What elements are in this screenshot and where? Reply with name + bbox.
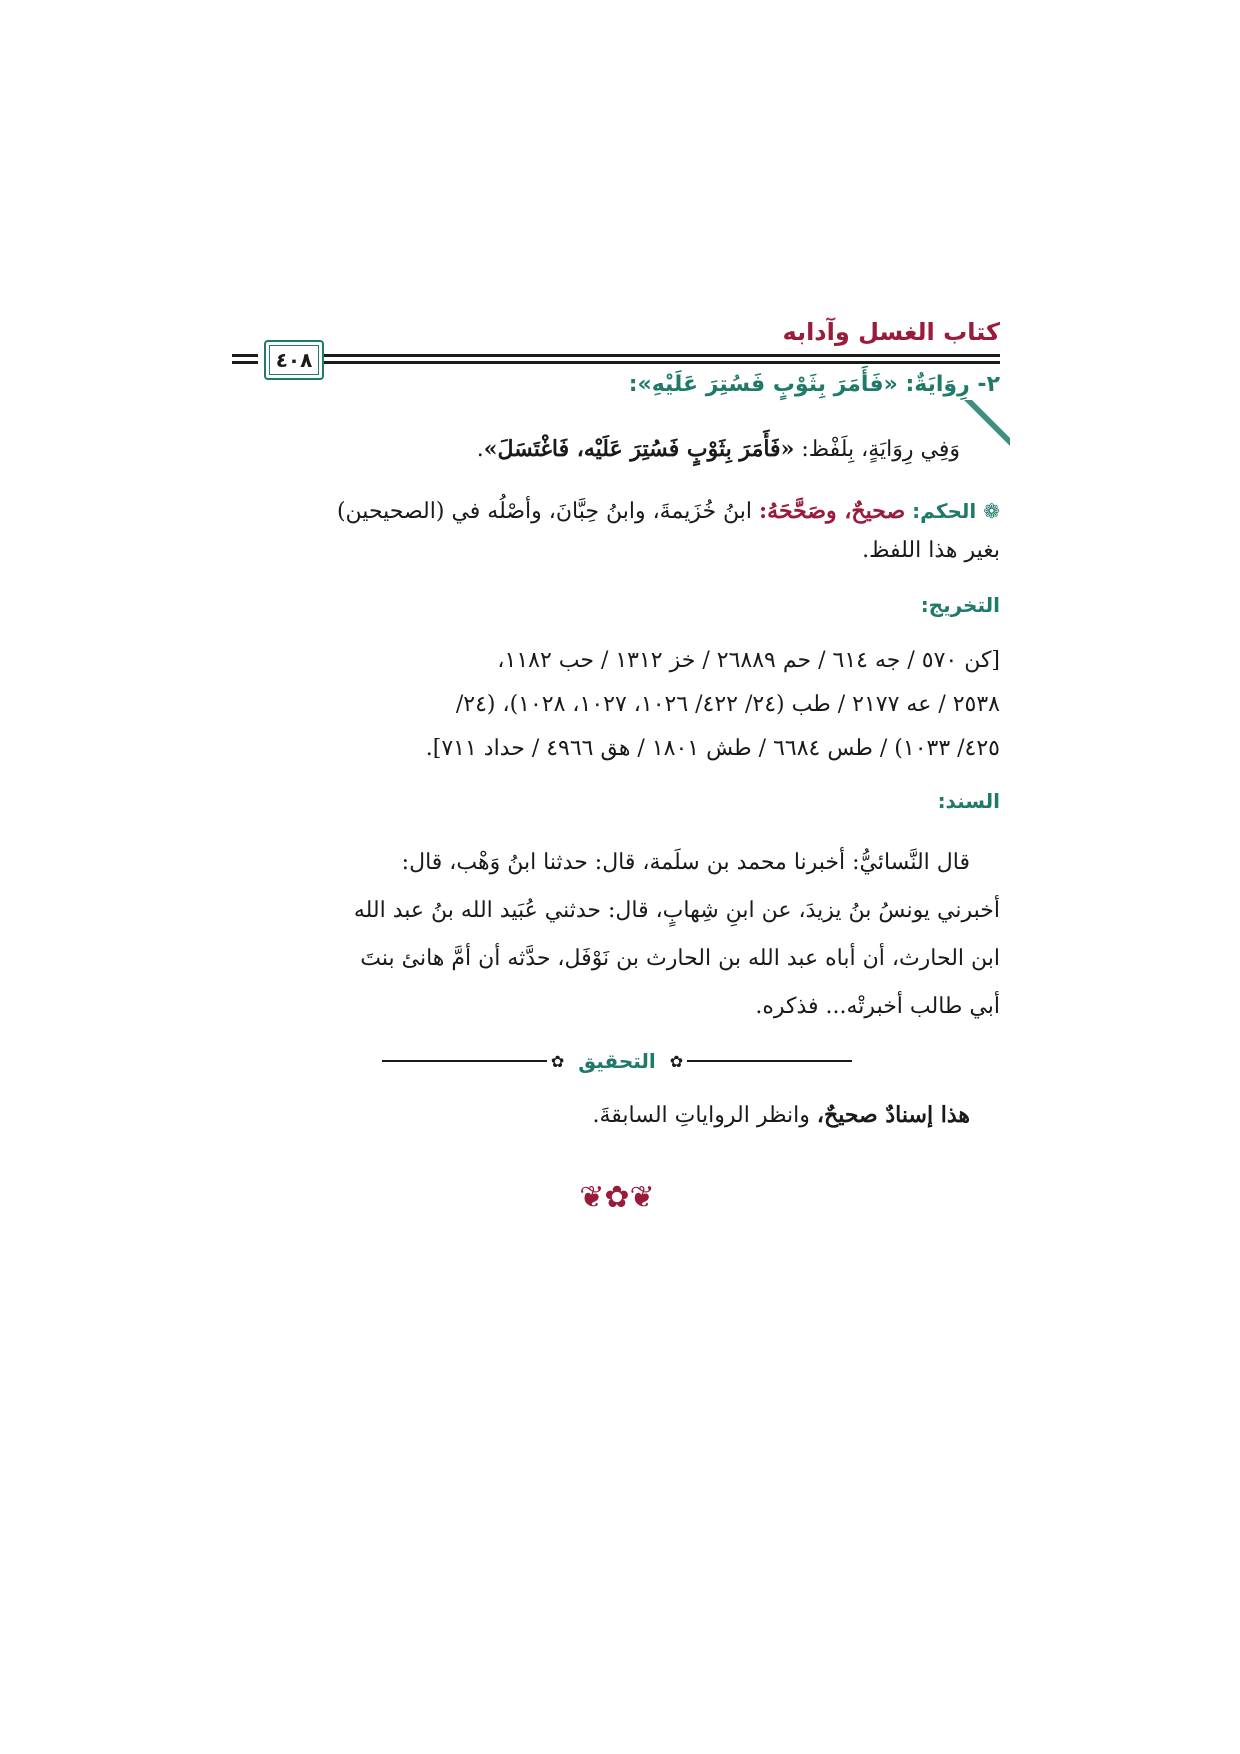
divider-bar (382, 1060, 547, 1062)
divider-ornament-icon: ✿ (550, 1051, 565, 1071)
section-heading (232, 370, 1000, 400)
tahqiq-line (232, 1100, 970, 1131)
sanad-line: ابن الحارث، أن أباه عبد الله بن الحارث بن نَوْفَل، حدَّثه أن أمَّ هانئ بنتَ (360, 946, 1000, 971)
floral-end-ornament-icon: ❦✿❦ (579, 1180, 655, 1215)
ruling-verdict: صحيحٌ، وصَحَّحَهُ: (759, 498, 906, 524)
divider-bar (687, 1060, 852, 1062)
book-page (232, 300, 1000, 1400)
takhrij-line: [كن ٥٧٠ / جه ٦١٤ / حم ٢٦٨٨٩ / خز ١٣١٢ / حب ١١٨٢، (497, 648, 1000, 673)
tahqiq-heading: التحقيق (578, 1049, 656, 1073)
header-rule (232, 361, 258, 364)
page-header (232, 300, 1000, 370)
takhrij-line: ٢٥٣٨ / عه ٢١٧٧ / طب (٢٤/ ٤٢٢/ ١٠٢٦، ١٠٢٧، ١٠٢٨)، (٢٤/ (455, 692, 1000, 717)
flower-ornament-icon: ❁ (983, 499, 1000, 523)
narration-line (232, 434, 960, 465)
divider-ornament-icon: ✿ (669, 1051, 684, 1071)
ruling-line (232, 496, 1000, 527)
ruling-line-2: بغير هذا اللفظ. (862, 538, 1000, 563)
section-number: ٢- (977, 372, 1000, 397)
narration-quote: «فَأَمَرَ بِثَوْبٍ فَسُتِرَ عَلَيْه، فَاغْتَسَلَ» (483, 436, 795, 462)
ruling-text: ابنُ خُزَيمةَ، وابنُ حِبَّانَ، وأصْلُه في (الصحيحين) (336, 499, 753, 524)
takhrij-heading: التخريج: (920, 593, 1000, 617)
header-rule (232, 354, 258, 357)
sanad-line: أخبرني يونسُ بنُ يزيدَ، عن ابنِ شِهابٍ، قال: حدثني عُبَيد الله بنُ عبد الله (353, 898, 1000, 923)
book-title: كتاب الغسل وآدابه (782, 318, 1000, 346)
tahqiq-divider (382, 1046, 852, 1076)
narration-lead: وَفِي رِوَايَةٍ، بِلَفْظ: (794, 437, 960, 462)
sanad-heading: السند: (937, 789, 1000, 813)
takhrij-line: ٤٢٥/ ١٠٣٣) / طس ٦٦٨٤ / طش ١٨٠١ / هق ٤٩٦٦ / حداد ٧١١]. (425, 736, 1000, 761)
narration-end: . (476, 437, 484, 462)
tahqiq-text: وانظر الرواياتِ السابقةَ. (592, 1103, 817, 1128)
tahqiq-bold: هذا إسنادٌ صحيحٌ، (816, 1102, 970, 1128)
section-title: رِوَايَةٌ: «فَأَمَرَ بِثَوْبٍ فَسُتِرَ عَلَيْهِ»: (628, 372, 970, 397)
ruling-label: الحكم: (912, 499, 977, 523)
sanad-line: قال النَّسائيُّ: أخبرنا محمد بن سلَمة، قال: حدثنا ابنُ وَهْب، قال: (401, 850, 970, 875)
sanad-line: أبي طالب أخبرتْه... فذكره. (755, 994, 1000, 1019)
header-rule (320, 354, 1000, 357)
page-number: ٤٠٨ (275, 348, 313, 372)
header-rule (320, 361, 1000, 364)
